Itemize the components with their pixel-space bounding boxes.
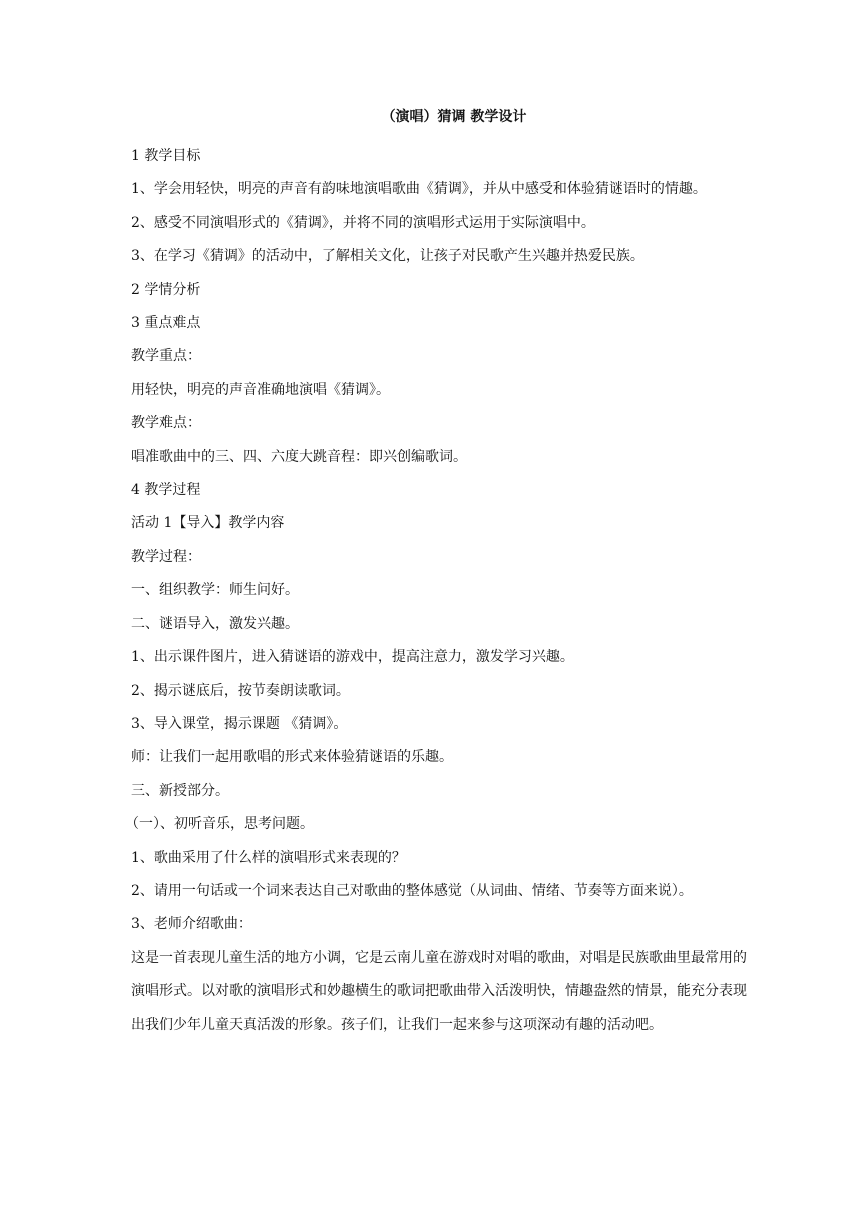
step-2-item-3: 3、导入课堂，揭示课题 《猜调》。 bbox=[131, 715, 348, 732]
goal-item-3: 3、在学习《猜调》的活动中，了解相关文化，让孩子对民歌产生兴趣并热爱民族。 bbox=[131, 248, 644, 265]
document-page bbox=[125, 108, 747, 1042]
step-3: 三、新授部分。 bbox=[131, 782, 229, 799]
difficult-text: 唱准歌曲中的三、四、六度大跳音程：即兴创编歌词。 bbox=[131, 448, 467, 465]
analysis-heading: 2 学情分析 bbox=[131, 281, 201, 298]
process-label: 教学过程： bbox=[131, 548, 201, 565]
process-heading: 4 教学过程 bbox=[131, 482, 201, 499]
step-2-item-1: 1、出示课件图片，进入猜谜语的游戏中，提高注意力，激发学习兴趣。 bbox=[131, 649, 574, 666]
document-title: （演唱）猜调 教学设计 bbox=[381, 109, 527, 125]
step-3-sub: （一）、初听音乐，思考问题。 bbox=[125, 816, 314, 833]
key-label: 教学重点： bbox=[131, 348, 201, 365]
step-2-item-2: 2、揭示谜底后，按节奏朗读歌词。 bbox=[131, 682, 350, 699]
goal-item-1: 1、学会用轻快，明亮的声音有韵味地演唱歌曲《猜调》，并从中感受和体验猜谜语时的情趣。 bbox=[131, 181, 707, 198]
goal-item-2: 2、感受不同演唱形式的《猜调》，并将不同的演唱形式运用于实际演唱中。 bbox=[131, 214, 595, 231]
question-3: 3、老师介绍歌曲： bbox=[131, 916, 252, 933]
step-2: 二、谜语导入，激发兴趣。 bbox=[131, 615, 299, 632]
keypoints-heading: 3 重点难点 bbox=[131, 315, 201, 332]
step-1: 一、组织教学：师生问好。 bbox=[131, 582, 299, 599]
question-2: 2、请用一句话或一个词来表达自己对歌曲的整体感觉（从词曲、情绪、节奏等方面来说）。 bbox=[131, 882, 693, 899]
song-intro-paragraph: 这是一首表现儿童生活的地方小调，它是云南儿童在游戏时对唱的歌曲，对唱是民族歌曲里最常用的演唱形式。以对歌的演唱形式和妙趣横生的歌词把歌曲带入活泼明快，情趣盎然的情景，能充分表现出我们少年儿童天真活泼的形象。孩子们，让我们一起来参与这项深动有趣的活动吧。 bbox=[131, 949, 747, 1033]
difficult-label: 教学难点： bbox=[131, 415, 201, 432]
goals-heading: 1 教学目标 bbox=[131, 148, 201, 164]
teacher-line: 师：让我们一起用歌唱的形式来体验猜谜语的乐趣。 bbox=[131, 749, 453, 766]
activity-1-heading: 活动 1【导入】教学内容 bbox=[131, 515, 285, 532]
question-1: 1、歌曲采用了什么样的演唱形式来表现的？ bbox=[131, 849, 406, 866]
key-text: 用轻快，明亮的声音准确地演唱《猜调》。 bbox=[131, 381, 390, 398]
